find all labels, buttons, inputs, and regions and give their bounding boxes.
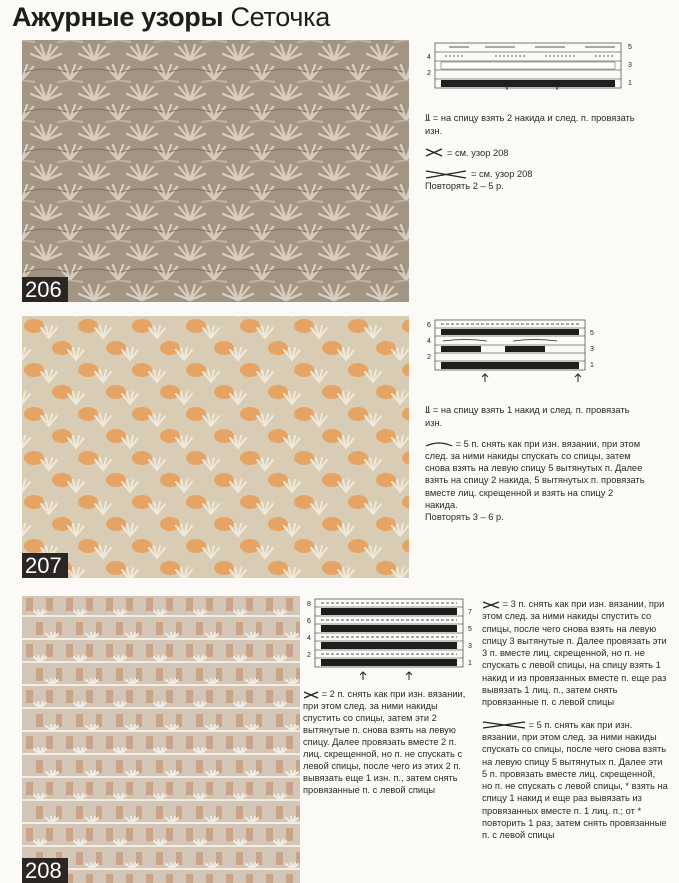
row-label-left-6: 6	[307, 618, 311, 625]
legend-207-item-1	[425, 404, 647, 430]
row-label-right-5: 5	[468, 626, 472, 633]
loop-under-icon: ⫫	[425, 405, 431, 416]
row-label-right-5: 5	[590, 330, 594, 337]
cross-stitch-icon	[303, 691, 319, 699]
legend-208-right-item-2	[482, 719, 668, 842]
legend-206-item-2	[425, 147, 645, 159]
repeat-207: Повторять 3 – 6 р.	[425, 512, 504, 523]
legend-208-right-text-1: = 3 п. снять как при изн. вязании, при этом след. за ними накиды спустить со спицы, после чего снова взять на левую спицу 3 вытянутые п. Далее провязать эти 3 п. вместе лиц. скрещенной, но п. не спускать с левой спицы, на спицу взять 1 накид и из провязанных вместе п. еще раз вывязать 1 лиц. п., затем снять провязанные п. с левой спицы	[482, 599, 667, 708]
legend-206-item-1	[425, 112, 645, 138]
cross-stitch-icon	[425, 148, 443, 157]
pattern-number-206: 206	[22, 277, 68, 302]
legend-207-text-1: = на спицу взять 1 накид и след. п. провязать изн.	[425, 405, 630, 429]
legend-207-item-2	[425, 438, 647, 512]
pattern-number-207: 207	[22, 553, 68, 578]
row-label-left-6: 6	[427, 322, 431, 329]
legend-206-text-2: = см. узор 208	[447, 147, 509, 158]
row-label-left-4: 4	[427, 338, 431, 345]
loop-under-icon: ⫫	[425, 113, 431, 124]
legend-208-right-item-1	[482, 598, 668, 709]
row-label-right-3: 3	[628, 62, 632, 69]
cross-stitch-icon	[482, 601, 500, 609]
pattern-number-208: 208	[22, 858, 68, 883]
legend-206-text-3: = см. узор 208	[471, 168, 533, 179]
row-label-left-8: 8	[307, 601, 311, 608]
legend-206-text-1: = на спицу взять 2 накида и след. п. провязать изн.	[425, 113, 635, 137]
long-cross-icon	[482, 721, 526, 729]
legend-208-left	[303, 688, 475, 796]
row-label-right-1: 1	[628, 80, 632, 87]
row-label-right-5: 5	[628, 44, 632, 51]
row-label-left-4: 4	[307, 635, 311, 642]
row-label-left-2: 2	[427, 70, 431, 77]
row-label-right-7: 7	[468, 609, 472, 616]
swatch-photo-207	[22, 316, 409, 578]
legend-208-right-text-2: = 5 п. снять как при изн. вязании, при этом след. за ними накиды спускать со спицы, после чего снова взять на левую спицу 5 вытянутых п. Далее эти 5 п. провязать вместе лиц. скрещенной, но п. не спускать с левой спицы, * взять на спицу 1 накид и еще раз вывязать из провязанных вместе п. 1 лиц. п.; от * повторить 1 раз, затем снять провязанные п. с левой спицы	[482, 719, 668, 841]
row-label-right-3: 3	[468, 643, 472, 650]
chart-208	[305, 596, 485, 682]
legend-207	[425, 404, 647, 524]
row-label-right-1: 1	[468, 660, 472, 667]
row-label-left-4: 4	[427, 54, 431, 61]
legend-208-right	[482, 598, 668, 842]
row-label-left-2: 2	[307, 652, 311, 659]
legend-208-left-text: = 2 п. снять как при изн. вязании, при этом след. за ними накиды спустить со спицы, затем эти 2 вытянутые п. снова взять на левую спицу. Далее провязать вместе 2 п. лиц. скрещенной, но п. не спускать с левой спицы, после чего из этих 2 п. вывязать еще 1 изн. п., затем снять провязанные п. с левой спицы	[303, 689, 466, 795]
swatch-photo-208	[22, 596, 300, 883]
legend-206	[425, 112, 645, 192]
chart-206	[425, 38, 635, 94]
row-label-left-2: 2	[427, 354, 431, 361]
title-bold: Ажурные узоры	[12, 2, 224, 32]
repeat-206: Повторять 2 – 5 р.	[425, 181, 504, 192]
long-cross-icon	[425, 170, 467, 179]
legend-206-item-3	[425, 168, 645, 180]
row-label-right-1: 1	[590, 362, 594, 369]
swatch-photo-206	[22, 40, 409, 302]
chart-207	[425, 316, 635, 384]
wave-line-icon	[425, 440, 453, 448]
page-title	[12, 2, 330, 33]
title-regular: Сеточка	[230, 2, 330, 32]
legend-207-text-2: = 5 п. снять как при изн. вязании, при этом след. за ними накиды спускать со спицы, затем снова взять на левую спицу 5 вытянутых п. Далее взять на спицу 2 накида, 5 вытянутых п. провязать вместе лиц. скрещенной и взять на спицу 2 накида.	[425, 438, 645, 511]
row-label-right-3: 3	[590, 346, 594, 353]
